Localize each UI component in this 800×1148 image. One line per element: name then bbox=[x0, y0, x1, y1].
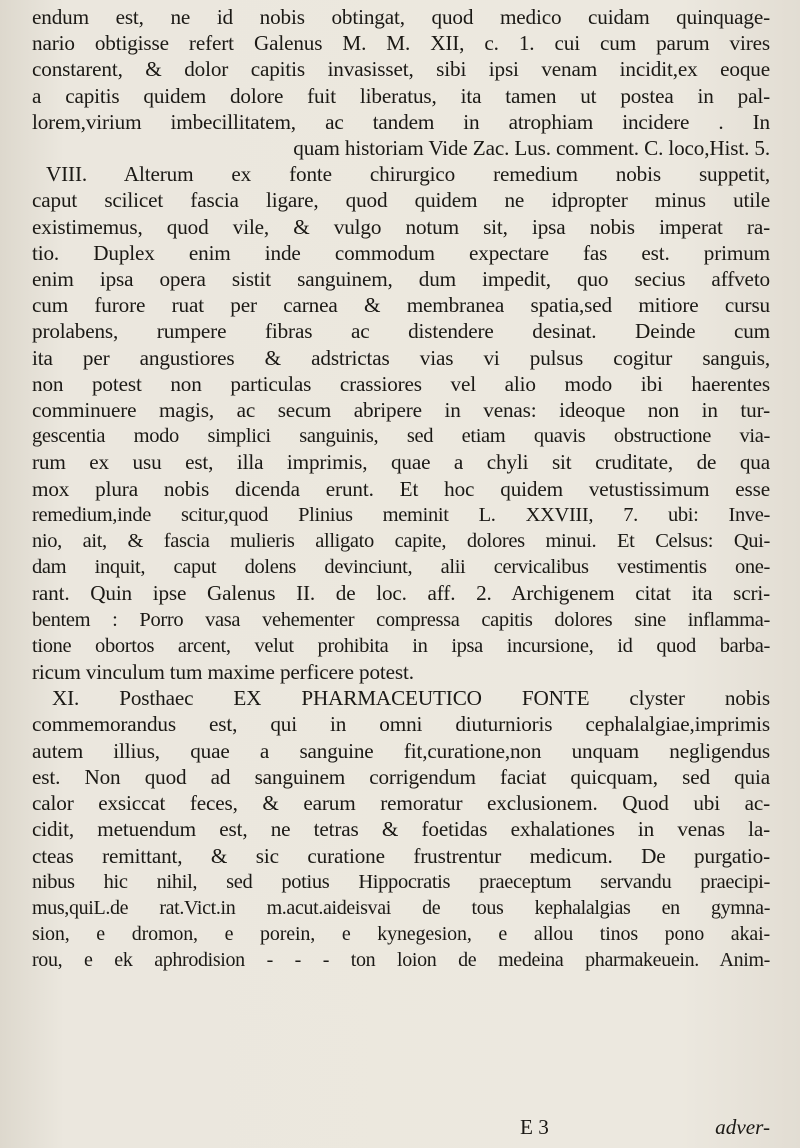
section-heading-line: XI. Posthaec EX PHARMACEUTICO FONTE clyster nobis bbox=[52, 686, 770, 711]
text-line: autem illius, quae a sanguine fit,curatione,non unquam negligendus bbox=[32, 738, 770, 763]
greek-quote-line: rou, e ek aphrodision - - - ton loion de medeina pharmakeuein. Anim- bbox=[32, 949, 770, 972]
text-line: tione obortos arcent, velut prohibita in ipsa incursione, id quod barba- bbox=[32, 634, 770, 657]
text-line: ricum vinculum tum maxime perficere potest. bbox=[32, 660, 414, 685]
text-line: quam historiam Vide Zac. Lus. comment. C. loco,Hist. 5. bbox=[293, 136, 770, 161]
text-line: existimemus, quod vile, & vulgo notum sit, ipsa nobis imperat ra- bbox=[32, 214, 770, 239]
text-line: cteas remittant, & sic curatione frustrentur medicum. De purgatio- bbox=[32, 843, 770, 868]
text-line: rant. Quin ipse Galenus II. de loc. aff. 2. Archigenem citat ita scri- bbox=[32, 581, 770, 606]
text-line: rum ex usu est, illa imprimis, quae a chyli sit cruditate, de qua bbox=[32, 450, 770, 475]
text-line: nibus hic nihil, sed potius Hippocratis praeceptum servandu praecipi- bbox=[32, 870, 770, 893]
text-line: nio, ait, & fascia mulieris alligato capite, dolores minui. Et Celsus: Qui- bbox=[32, 530, 770, 553]
text-line: a capitis quidem dolore fuit liberatus, ita tamen ut postea in pal- bbox=[32, 83, 770, 108]
text-line: commemorandus est, qui in omni diuturnioris cephalalgiae,imprimis bbox=[32, 712, 770, 737]
text-line: ita per angustiores & adstrictas vias vi pulsus cogitur sanguis, bbox=[32, 345, 770, 370]
text-line: est. Non quod ad sanguinem corrigendum faciat quicquam, sed quia bbox=[32, 764, 770, 789]
text-line: constarent, & dolor capitis invasisset, sibi ipsi venam incidit,ex eoque bbox=[32, 57, 770, 82]
text-line: tio. Duplex enim inde commodum expectare fas est. primum bbox=[32, 240, 770, 265]
text-line: endum est, ne id nobis obtingat, quod medico cuidam quinquage- bbox=[32, 5, 770, 29]
text-line: remedium,inde scitur,quod Plinius meminit L. XXVIII, 7. ubi: Inve- bbox=[32, 503, 770, 526]
text-line: calor exsiccat feces, & earum remoratur exclusionem. Quod ubi ac- bbox=[32, 791, 770, 816]
text-line: comminuere magis, ac secum abripere in venas: ideoque non in tur- bbox=[32, 398, 770, 423]
section-heading-line: VIII. Alterum ex fonte chirurgico remedium nobis suppetit, bbox=[46, 162, 770, 187]
text-line: non potest non particulas crassiores vel alio modo ibi haerentes bbox=[32, 371, 770, 396]
catchword: adver- bbox=[715, 1115, 770, 1139]
text-line: caput scilicet fascia ligare, quod quidem ne idpropter minus utile bbox=[32, 188, 770, 213]
text-line: cidit, metuendum est, ne tetras & foetidas exhalationes in venas la- bbox=[32, 817, 770, 842]
text-line: gescentia modo simplici sanguinis, sed etiam quavis obstructione via- bbox=[32, 425, 770, 448]
text-line: enim ipsa opera sistit sanguinem, dum impedit, quo secius affveto bbox=[32, 267, 770, 292]
text-line: bentem : Porro vasa vehementer compressa capitis dolores sine inflamma- bbox=[32, 608, 770, 631]
greek-quote-line: mus,quiL.de rat.Vict.in m.acut.aideisvai de tous kephalalgias en gymna- bbox=[32, 896, 770, 919]
text-line: nario obtigisse refert Galenus M. M. XII, c. 1. cui cum parum vires bbox=[32, 31, 770, 56]
text-line: lorem,virium imbecillitatem, ac tandem in atrophiam incidere . In bbox=[32, 109, 770, 134]
text-line: dam inquit, caput dolens devinciunt, alii cervicalibus vestimentis one- bbox=[32, 556, 770, 579]
greek-quote-line: sion, e dromon, e porein, e kynegesion, e allou tinos pono akai- bbox=[32, 923, 770, 946]
text-line: mox plura nobis dicenda erunt. Et hoc quidem vetustissimum esse bbox=[32, 476, 770, 501]
text-line: cum furore ruat per carnea & membranea spatia,sed mitiore cursu bbox=[32, 293, 770, 318]
text-line: prolabens, rumpere fibras ac distendere desinat. Deinde cum bbox=[32, 319, 770, 344]
signature-mark: E 3 bbox=[520, 1115, 549, 1139]
